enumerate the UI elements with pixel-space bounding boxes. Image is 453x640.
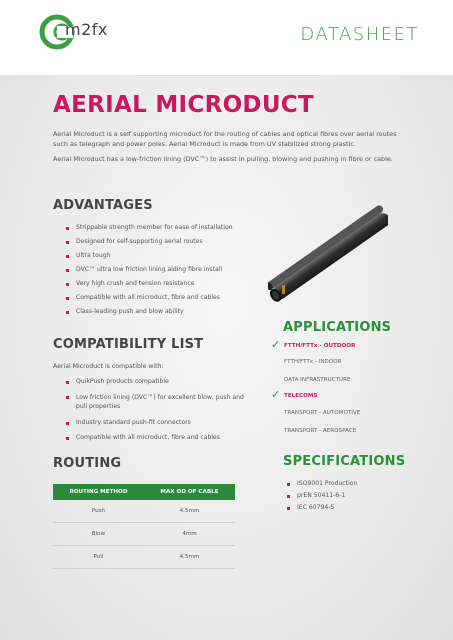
list-item: IEC 60794-5 <box>287 504 407 511</box>
table-cell: 4.5mm <box>144 546 235 569</box>
table-cell: Blow <box>53 523 144 546</box>
table-cell: Push <box>53 500 144 523</box>
application-item: TRANSPORT - AUTOMOTIVE <box>284 410 361 416</box>
application-item: TRANSPORT - AEROSPACE <box>284 428 357 434</box>
list-item: Compatible with all microduct, fibre and cables <box>66 434 246 441</box>
list-item: prEN 50411-6-1 <box>287 492 407 499</box>
checkmark-icon: ✓ <box>271 388 281 401</box>
specifications-list <box>287 480 407 516</box>
column-header: ROUTING METHOD <box>53 484 144 500</box>
table-row <box>53 546 235 569</box>
list-item: Strippable strength member for ease of installation <box>66 224 256 231</box>
compatibility-intro: Aerial Microduct is compatible with: <box>53 363 164 370</box>
application-item: FTTH/FTTx - INDOOR <box>284 359 342 365</box>
compatibility-heading: COMPATIBILITY LIST <box>53 337 204 352</box>
application-item: ✓ FTTH/FTTx - OUTDOOR <box>271 338 356 351</box>
list-item: Designed for self-supporting aerial routes <box>66 238 256 245</box>
application-item: DATA INFRASTRUCTURE <box>284 377 351 383</box>
checkmark-icon: ✓ <box>271 338 281 351</box>
list-item: DVC™ ultra low friction lining aiding fibre install <box>66 266 256 273</box>
application-item: ✓ TELECOMS <box>271 388 318 401</box>
list-item: QuikPush products compatible <box>66 378 246 385</box>
aerial-microduct-image <box>268 205 388 305</box>
routing-heading: ROUTING <box>53 456 122 471</box>
column-header: MAX OD OF CABLE <box>144 484 235 500</box>
list-item: Very high crush and tension resistance <box>66 280 256 287</box>
intro-paragraph: Aerial Microduct has a low-friction lining (DVC™) to assist in pulling, blowing and pushing in fibre or cable. <box>53 155 393 163</box>
list-item: ISO9001 Production <box>287 480 407 487</box>
table-header-row <box>53 484 235 500</box>
list-item: Class-leading push and blow ability <box>66 308 256 315</box>
list-item: Compatible with all microduct, fibre and cables <box>66 294 256 301</box>
table-row <box>53 523 235 546</box>
routing-table <box>53 484 235 569</box>
advantages-list <box>66 224 256 322</box>
table-cell: Pull <box>53 546 144 569</box>
page-header <box>0 0 453 76</box>
advantages-heading: ADVANTAGES <box>53 198 153 213</box>
applications-heading: APPLICATIONS <box>283 320 392 335</box>
list-item: Industry standard push-fit connectors <box>66 419 246 426</box>
table-row <box>53 500 235 523</box>
table-cell: 4mm <box>144 523 235 546</box>
intro-paragraph: Aerial Microduct is a self supporting microduct for the routing of cables and optical fibres over aerial routes such as telegraph and power poles. Aerial Microduct is made from UV stabilized strong plastic. <box>53 130 397 148</box>
compatibility-list <box>66 378 246 449</box>
logo-text: m2fx <box>65 20 108 39</box>
table-cell: 4.5mm <box>144 500 235 523</box>
doc-type-label: DATASHEET <box>300 24 419 45</box>
specifications-heading: SPECIFICATIONS <box>283 454 406 469</box>
list-item: Ultra tough <box>66 252 256 259</box>
page-title: AERIAL MICRODUCT <box>53 92 314 118</box>
list-item: Low friction lining (DVC™) for excellent blow, push and pull properties <box>66 393 246 411</box>
intro-text <box>53 129 413 169</box>
